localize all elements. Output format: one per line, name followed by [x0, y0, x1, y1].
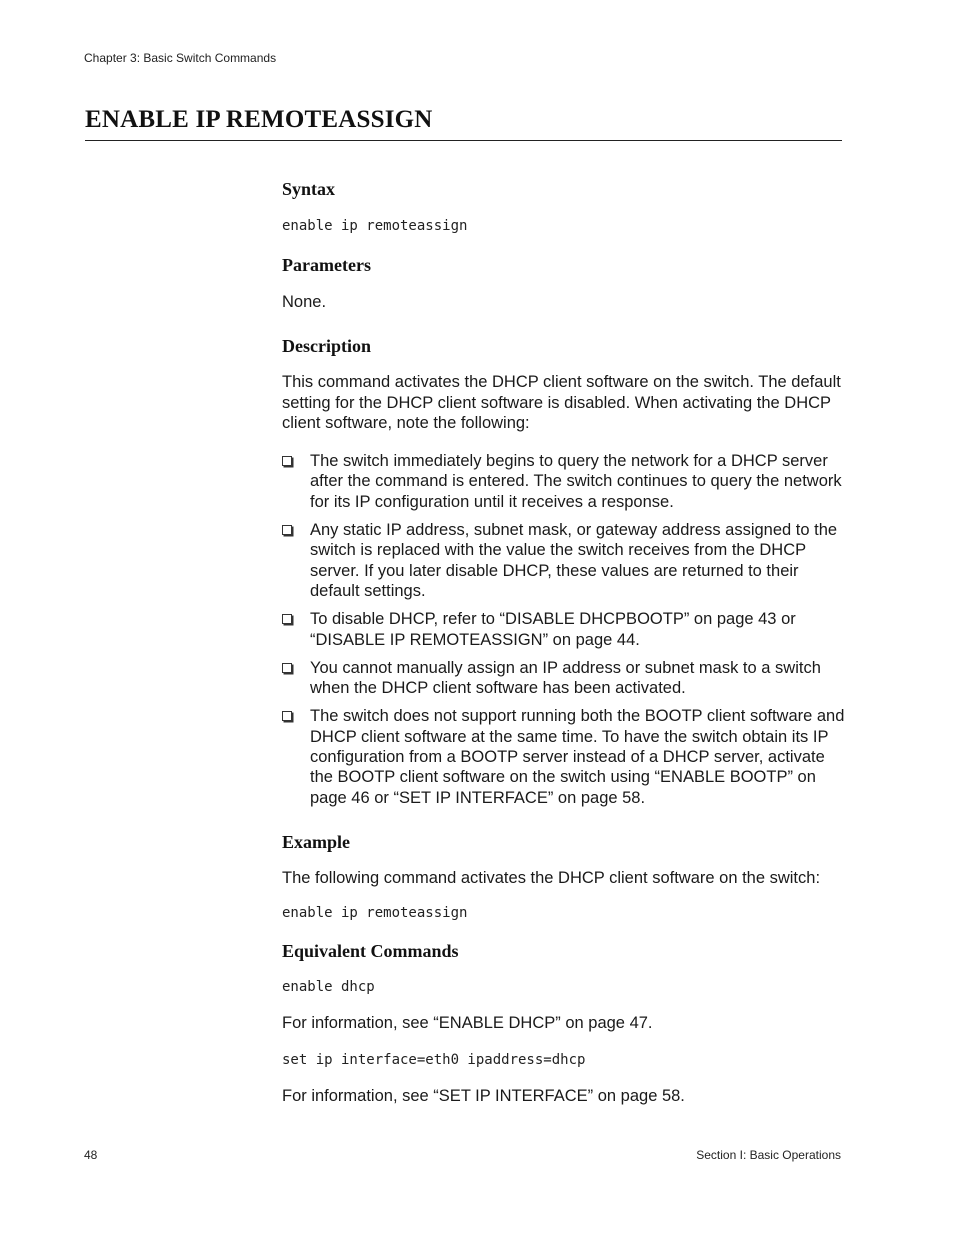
equivalent-command-1: enable dhcp	[282, 979, 375, 996]
list-item	[282, 706, 847, 807]
syntax-heading: Syntax	[282, 179, 336, 199]
example-text: The following command activates the DHCP client software on the switch:	[282, 868, 821, 887]
syntax-command: enable ip remoteassign	[282, 218, 468, 234]
equivalent-info-2: For information, see “SET IP INTERFACE” on page 58.	[282, 1086, 685, 1105]
checkbox-bullet-icon	[282, 614, 292, 624]
parameters-text: None.	[282, 293, 327, 311]
list-item	[282, 520, 847, 601]
bullet-text: The switch immediately begins to query the network for a DHCP server after the command is entered. The switch continues to query the network for its IP configuration until it receives a response.	[310, 452, 842, 511]
list-item	[282, 609, 847, 650]
page-title: ENABLE IP REMOTEASSIGN	[85, 106, 433, 133]
parameters-heading: Parameters	[282, 255, 371, 275]
list-item	[282, 658, 847, 699]
description-bullet-list	[282, 451, 847, 808]
description-intro: This command activates the DHCP client software on the switch. The default setting for the DHCP client software is disabled. When activating the DHCP client software, note the following:	[282, 373, 841, 432]
bullet-text: Any static IP address, subnet mask, or gateway address assigned to the switch is replaced with the value the switch receives from the DHCP server. If you later disable DHCP, these values are returned to their default settings.	[310, 521, 838, 600]
example-command: enable ip remoteassign	[282, 905, 468, 922]
bullet-text: You cannot manually assign an IP address or subnet mask to a switch when the DHCP client software has been activated.	[310, 658, 821, 698]
equivalent-command-2: set ip interface=eth0 ipaddress=dhcp	[282, 1051, 586, 1068]
bullet-text: To disable DHCP, refer to “DISABLE DHCPBOOTP” on page 43 or “DISABLE IP REMOTEASSIGN” on page 44.	[310, 610, 796, 649]
running-header: Chapter 3: Basic Switch Commands	[84, 51, 277, 65]
checkbox-bullet-icon	[282, 456, 292, 466]
list-item	[282, 451, 847, 512]
bullet-text: The switch does not support running both the BOOTP client software and DHCP client software at the same time. To have the switch obtain its IP configuration from a BOOTP server instead of a DHCP server, activate the BOOTP client software on the switch using “ENABLE BOOTP” on page 46 or “SET IP INTERFACE” on page 58.	[310, 707, 845, 807]
equivalent-commands-heading: Equivalent Commands	[282, 941, 459, 962]
section-footer: Section I: Basic Operations	[696, 1148, 841, 1162]
checkbox-bullet-icon	[282, 663, 292, 673]
title-rule	[85, 140, 842, 141]
equivalent-info-1: For information, see “ENABLE DHCP” on page 47.	[282, 1014, 653, 1033]
main-content	[282, 178, 847, 1106]
description-heading: Description	[282, 336, 371, 357]
example-heading: Example	[282, 831, 351, 852]
checkbox-bullet-icon	[282, 525, 292, 535]
page-number: 48	[84, 1148, 98, 1162]
checkbox-bullet-icon	[282, 711, 292, 721]
